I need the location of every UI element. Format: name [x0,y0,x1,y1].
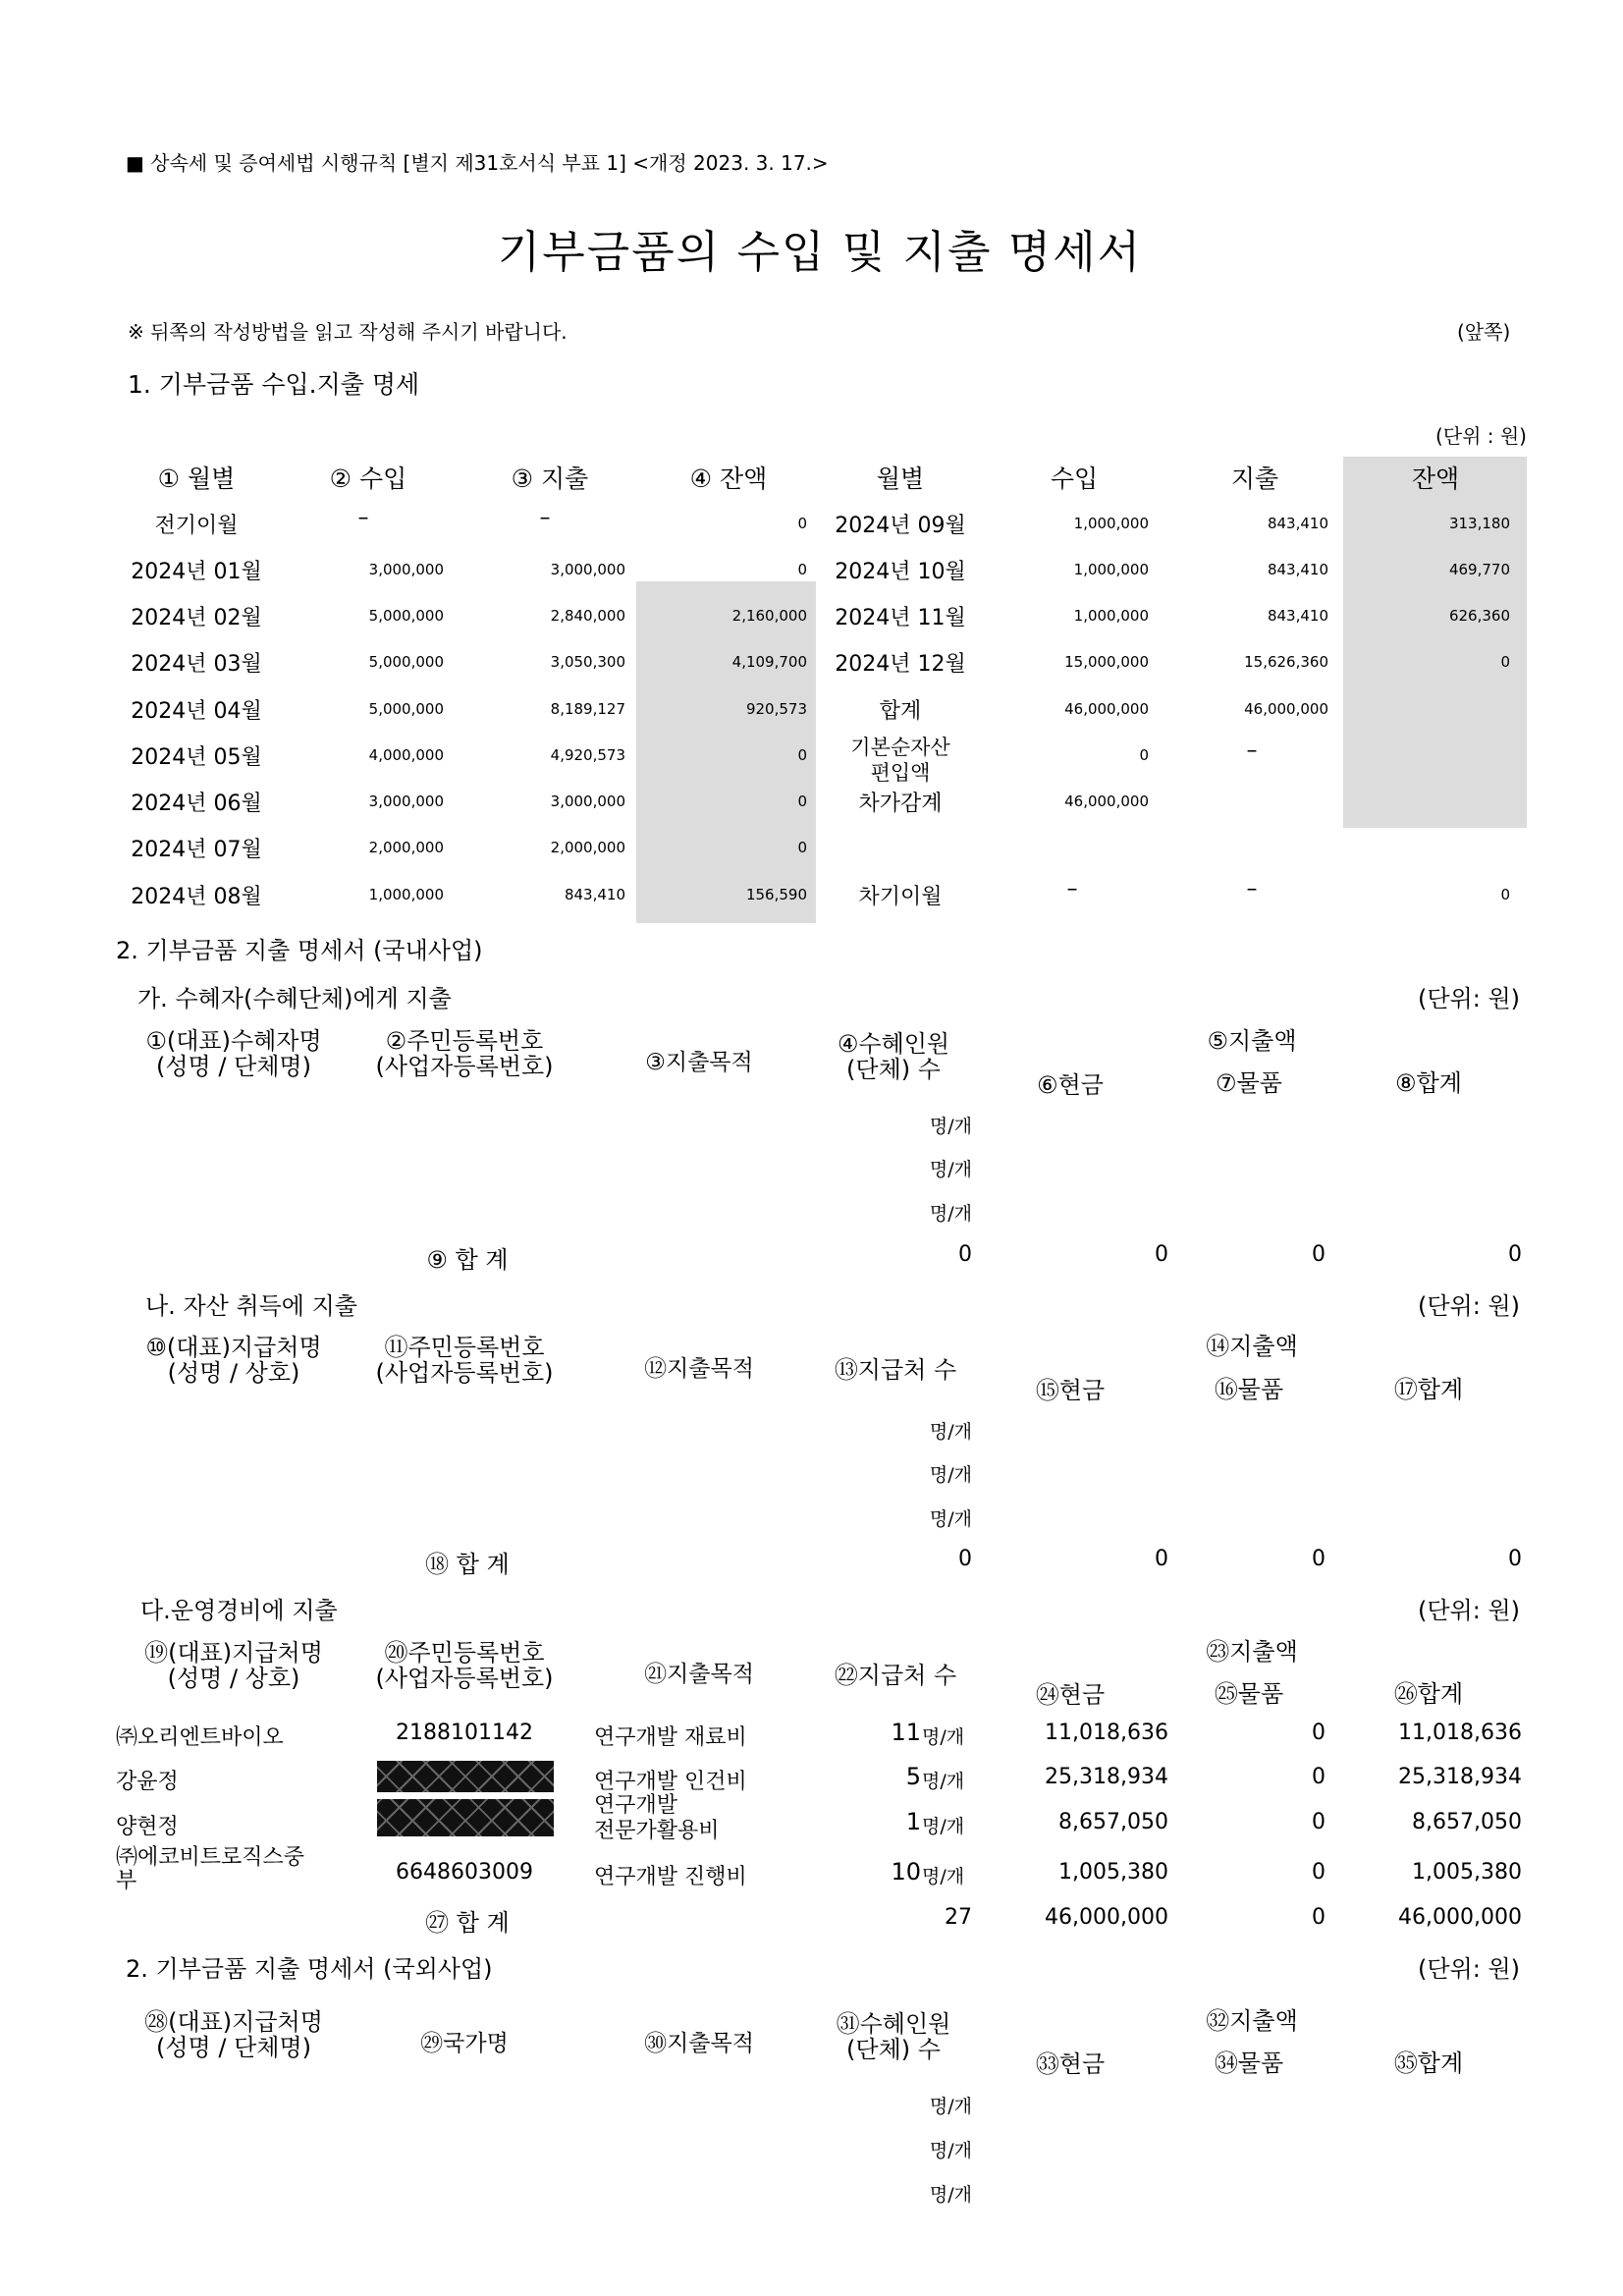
da-payee-name: ㈜에코비트로직스중 부 [116,1845,305,1893]
ga-goods-header: ⑦물품 [1216,1069,1282,1097]
right-row-income: 1,000,000 [1073,515,1149,532]
right-row-balance: 469,770 [1448,561,1510,578]
na-purpose-header: ⑫지출목적 [644,1356,754,1382]
redacted-reg-number [377,1761,554,1792]
right-row-balance: 0 [1500,886,1510,903]
col-expense-header-right: 지출 [1230,465,1279,493]
section1-title: 1. 기부금품 수입.지출 명세 [128,370,420,399]
col-expense-header: ③ 지출 [511,465,589,493]
da-goods: 0 [1312,1721,1325,1745]
left-row-expense: 3,000,000 [550,793,625,810]
da-payee-name: 양현정 [116,1815,179,1839]
da-cash: 1,005,380 [1058,1860,1168,1885]
left-row-balance: 0 [797,515,807,532]
right-row-income: 15,000,000 [1064,653,1149,671]
right-row-month: 2024년 09월 [835,514,966,538]
left-row-balance: 0 [797,793,807,810]
da-cash: 8,657,050 [1058,1810,1168,1834]
left-row-expense: 3,000,000 [550,561,625,578]
ga-total-count: 0 [958,1242,972,1267]
section3-unit: (단위: 원) [1418,1955,1520,1983]
balance-shade-right [1343,457,1527,828]
da-sum-header: ㉖합계 [1393,1680,1464,1708]
na-count-unit: 명/개 [929,1421,972,1443]
left-row-expense: 4,920,573 [550,746,625,764]
da-goods: 0 [1312,1860,1325,1885]
left-row-balance: 0 [797,561,807,578]
section1-unit: (단위 : 원) [1434,424,1527,448]
ga-count-unit: 명/개 [929,1116,972,1137]
right-row-carryover-label: 차기이월 [858,885,943,909]
na-goods-header: ⑯물품 [1214,1376,1284,1403]
na-cash-header: ⑮현금 [1035,1377,1106,1404]
right-row-expense: – [1246,877,1258,902]
na-total-goods: 0 [1312,1547,1325,1571]
section2-title: 2. 기부금품 지출 명세서 (국내사업) [116,937,483,964]
na-amount-header: ⑭지출액 [1206,1333,1298,1360]
s3-purpose-header: ㉚지출목적 [644,2031,754,2056]
left-row-balance: 0 [797,746,807,764]
left-row-month: 2024년 08월 [131,885,262,909]
instruction-note: ※ 뒤쪽의 작성방법을 읽고 작성해 주시기 바랍니다. [128,320,568,344]
right-row-net-label: 차가감계 [858,792,943,816]
page-title: 기부금품의 수입 및 지출 명세서 [497,226,1143,278]
page-side-label: (앞쪽) [1457,320,1511,344]
da-sum: 1,005,380 [1412,1860,1522,1885]
left-row-month: 2024년 04월 [131,699,262,724]
left-row-income: 5,000,000 [368,607,444,625]
form-reference: ■ 상속세 및 증여세법 시행규칙 [별지 제31호서식 부표 1] <개정 2023. 3. 17.> [126,151,829,175]
left-row-month: 2024년 06월 [131,792,262,816]
s3-cash-header: ㉝현금 [1035,2050,1106,2078]
left-row-income: 3,000,000 [368,561,444,578]
subsection-ga-title: 가. 수혜자(수혜단체)에게 지출 [137,985,452,1012]
ga-count-unit: 명/개 [929,1159,972,1180]
na-payee-header: ⑩(대표)지급처명 (성명 / 상호) [145,1334,322,1387]
ga-total-goods: 0 [1312,1242,1325,1267]
right-row-balance: 313,180 [1448,515,1510,532]
da-reg-number: 6648603009 [396,1860,533,1885]
da-purpose: 연구개발 진행비 [594,1865,747,1889]
left-row-expense: 8,189,127 [550,700,625,718]
da-payee-name: ㈜오리엔트바이오 [116,1725,284,1750]
section3-title: 2. 기부금품 지출 명세서 (국외사업) [126,1955,493,1983]
da-count-header: ㉒지급처 수 [834,1662,957,1689]
right-row-income: 46,000,000 [1064,700,1149,718]
s3-amount-header: ㉜지출액 [1206,2007,1298,2035]
right-row-month: 2024년 11월 [835,606,966,630]
right-row-month: 2024년 12월 [835,652,966,677]
left-row-expense: – [539,506,551,530]
s3-goods-header: ㉞물품 [1214,2050,1284,2077]
left-row-income: – [357,506,369,530]
left-row-month: 2024년 01월 [131,560,262,584]
ga-cash-header: ⑥현금 [1037,1071,1104,1099]
subsection-da-unit: (단위: 원) [1418,1597,1520,1624]
da-count: 5 [905,1763,921,1790]
da-total-goods: 0 [1312,1905,1325,1930]
right-row-expense: 843,410 [1267,561,1328,578]
da-cash: 11,018,636 [1045,1721,1168,1745]
left-row-income: 4,000,000 [368,746,444,764]
subsection-da-title: 다.운영경비에 지출 [140,1597,338,1624]
right-row-balance: 0 [1500,653,1510,671]
na-count-unit: 명/개 [929,1464,972,1486]
col-income-header: ② 수입 [329,465,407,493]
na-total-cash: 0 [1155,1547,1168,1571]
da-total-sum: 46,000,000 [1398,1905,1522,1930]
da-count: 10 [891,1858,921,1886]
na-count-header: ⑬지급처 수 [834,1356,957,1384]
left-row-expense: 3,050,300 [550,653,625,671]
s3-count-header: ㉛수혜인원 (단체) 수 [836,2010,951,2063]
col-balance-header-right: 잔액 [1411,465,1460,493]
ga-regno-header: ②주민등록번호 (사업자등록번호) [375,1027,554,1080]
ga-count-unit: 명/개 [929,1203,972,1225]
na-total-count: 0 [958,1547,972,1571]
da-total-label: ㉗ 합 계 [425,1909,510,1937]
right-row-income: 1,000,000 [1073,607,1149,625]
left-row-month: 2024년 05월 [131,745,262,770]
na-count-unit: 명/개 [929,1508,972,1530]
left-row-balance: 4,109,700 [731,653,807,671]
right-row-balance: 626,360 [1448,607,1510,625]
left-row-balance: 156,590 [745,886,807,903]
right-row-expense: 46,000,000 [1244,700,1328,718]
ga-total-sum: 0 [1508,1242,1522,1267]
left-row-month: 2024년 07월 [131,838,262,862]
da-payee-header: ⑲(대표)지급처명 (성명 / 상호) [144,1639,323,1692]
da-cash: 25,318,934 [1045,1765,1168,1789]
left-row-month: 2024년 03월 [131,652,262,677]
left-row-income: 1,000,000 [368,886,444,903]
left-row-balance: 0 [797,839,807,856]
right-row-expense: 843,410 [1267,607,1328,625]
na-regno-header: ⑪주민등록번호 (사업자등록번호) [375,1334,554,1387]
na-total-sum: 0 [1508,1547,1522,1571]
na-sum-header: ⑰합계 [1393,1376,1464,1403]
ga-total-cash: 0 [1155,1242,1168,1267]
s3-sum-header: ㉟합계 [1393,2050,1464,2077]
right-row-total-label: 합계 [879,699,922,724]
col-month-header: ① 월별 [157,465,236,493]
right-row-expense: 15,626,360 [1244,653,1328,671]
da-goods-header: ㉕물품 [1214,1680,1284,1708]
da-purpose: 연구개발 인건비 [594,1770,747,1794]
left-row-income: 2,000,000 [368,839,444,856]
left-row-balance: 920,573 [745,700,807,718]
right-row-expense: 843,410 [1267,515,1328,532]
ga-amount-header: ⑤지출액 [1207,1027,1297,1055]
da-purpose: 연구개발 전문가활용비 [594,1793,720,1843]
da-goods: 0 [1312,1765,1325,1789]
balance-shade-left [636,581,816,923]
da-total-cash: 46,000,000 [1045,1905,1168,1930]
col-balance-header: ④ 잔액 [689,465,768,493]
da-cash-header: ㉔현금 [1035,1681,1106,1709]
da-regno-header: ⑳주민등록번호 (사업자등록번호) [375,1639,554,1692]
left-row-expense: 843,410 [564,886,625,903]
left-row-income: 5,000,000 [368,700,444,718]
s3-count-unit: 명/개 [929,2184,972,2206]
right-row-income: – [1066,877,1078,902]
da-total-count: 27 [945,1905,972,1930]
da-amount-header: ㉓지출액 [1206,1638,1298,1666]
subsection-na-unit: (단위: 원) [1418,1292,1520,1320]
subsection-na-title: 나. 자산 취득에 지출 [145,1292,357,1320]
na-total-label: ⑱ 합 계 [425,1551,510,1578]
s3-count-unit: 명/개 [929,2096,972,2117]
s3-country-header: ㉙국가명 [420,2031,509,2056]
ga-count-header: ④수혜인원 (단체) 수 [837,1030,950,1083]
da-count-unit: 명/개 [922,1866,965,1887]
da-count: 11 [891,1719,921,1746]
right-row-income: 46,000,000 [1064,793,1149,810]
da-count-unit: 명/개 [922,1726,965,1748]
da-count-unit: 명/개 [922,1771,965,1792]
redacted-reg-number [377,1799,554,1836]
ga-total-label: ⑨ 합 계 [426,1246,509,1274]
left-row-balance: 2,160,000 [731,607,807,625]
right-row-month: 2024년 10월 [835,560,966,584]
left-row-income: 3,000,000 [368,793,444,810]
da-payee-name: 강윤정 [116,1770,179,1794]
da-purpose: 연구개발 재료비 [594,1725,747,1750]
left-row-expense: 2,840,000 [550,607,625,625]
s3-payee-header: ㉘(대표)지급처명 (성명 / 단체명) [144,2008,323,2061]
da-reg-number: 2188101142 [396,1721,533,1745]
da-sum: 11,018,636 [1398,1721,1522,1745]
da-purpose-header: ㉑지출목적 [644,1662,754,1687]
da-goods: 0 [1312,1810,1325,1834]
da-sum: 25,318,934 [1398,1765,1522,1789]
left-row-month: 전기이월 [154,514,239,538]
s3-count-unit: 명/개 [929,2140,972,2161]
left-row-month: 2024년 02월 [131,606,262,630]
da-count-unit: 명/개 [922,1816,965,1837]
col-income-header-right: 수입 [1050,465,1099,493]
ga-purpose-header: ③지출목적 [645,1050,753,1075]
ga-sum-header: ⑧합계 [1395,1069,1462,1097]
subsection-ga-unit: (단위: 원) [1418,985,1520,1012]
col-month-header-right: 월별 [876,465,925,493]
right-row-income: 0 [1139,746,1149,764]
right-row-income: 1,000,000 [1073,561,1149,578]
right-row-expense: – [1246,738,1258,763]
da-count: 1 [905,1808,921,1835]
da-sum: 8,657,050 [1412,1810,1522,1834]
right-row-basic-assets-label: 기본순자산 편입액 [850,736,950,785]
left-row-expense: 2,000,000 [550,839,625,856]
ga-recipient-header: ①(대표)수혜자명 (성명 / 단체명) [145,1027,322,1080]
left-row-income: 5,000,000 [368,653,444,671]
